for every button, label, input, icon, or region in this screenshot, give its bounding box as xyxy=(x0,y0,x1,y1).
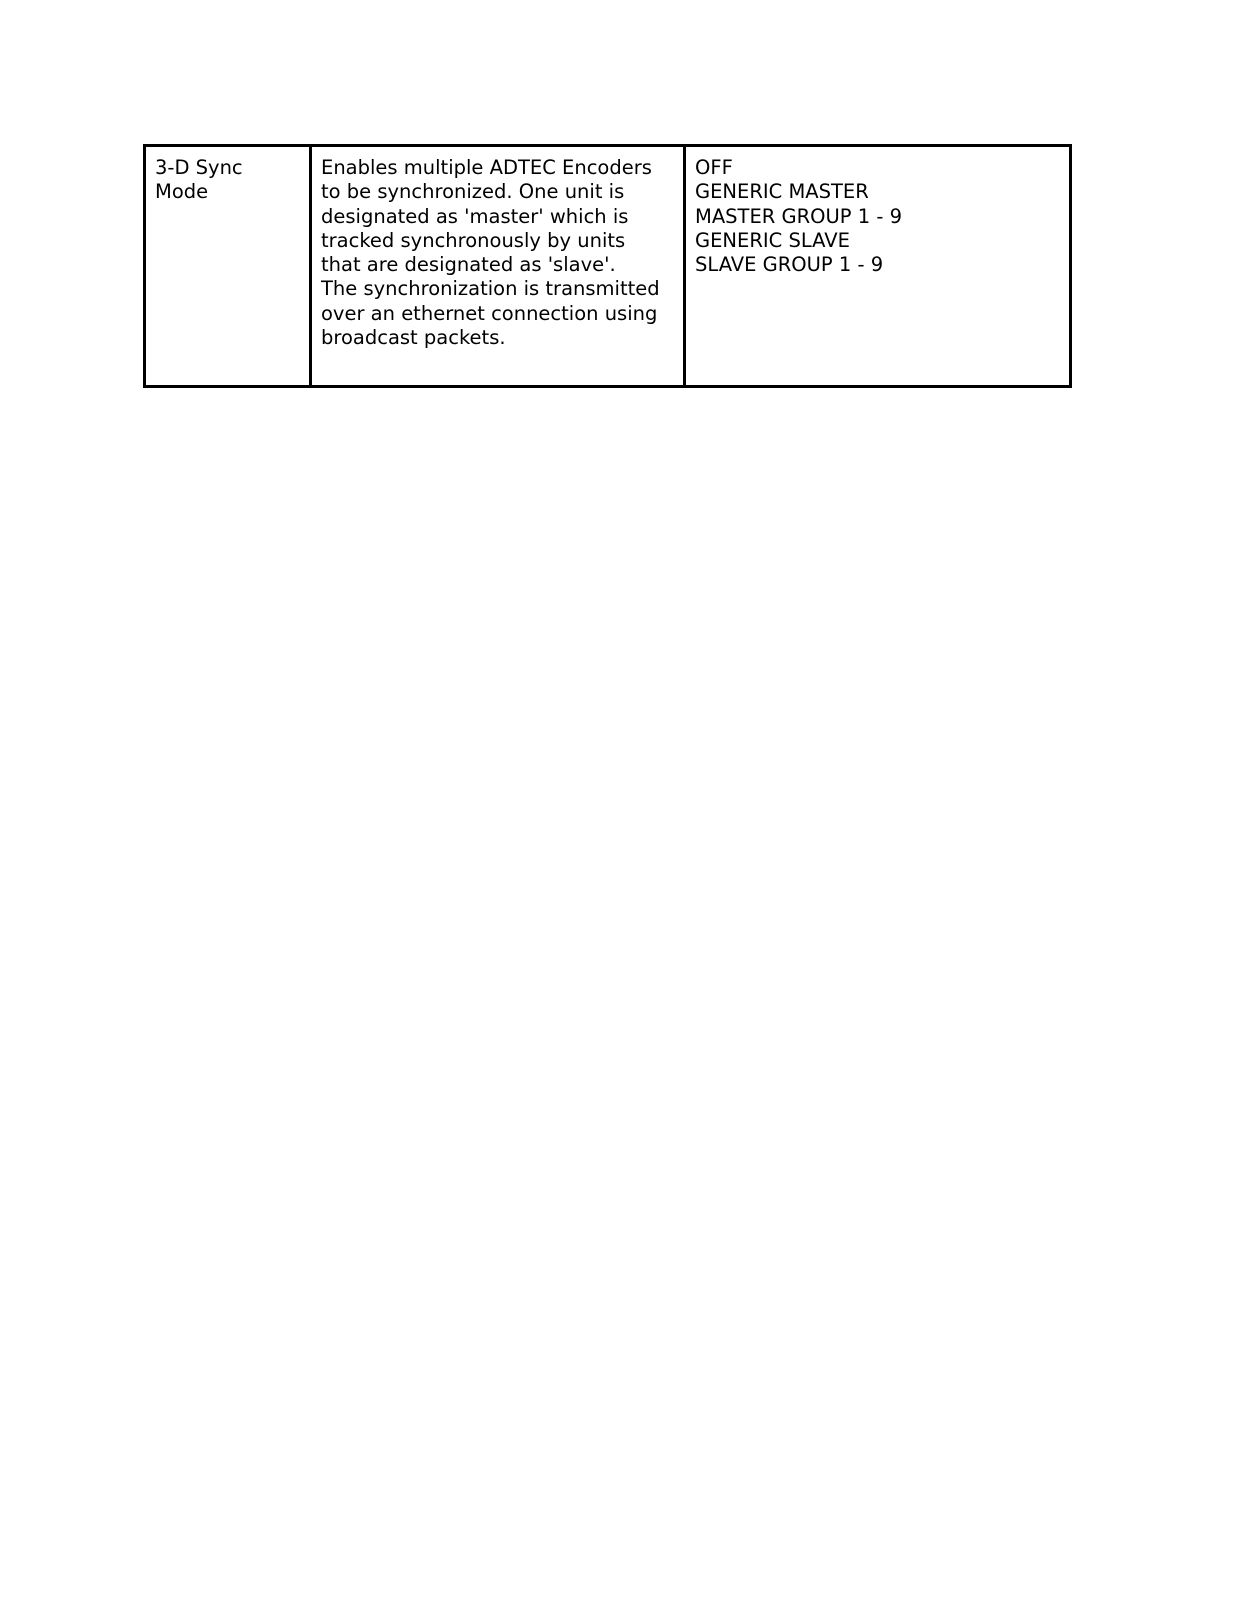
parameter-name-line: Mode xyxy=(155,180,209,204)
description-line: over an ethernet connection using xyxy=(321,301,658,325)
option-item: GENERIC SLAVE xyxy=(695,228,850,252)
description-cell xyxy=(311,146,685,387)
description-line: designated as 'master' which is xyxy=(321,204,629,228)
option-item: GENERIC MASTER xyxy=(695,180,869,204)
settings-table xyxy=(143,144,1072,388)
description-line: The synchronization is transmitted xyxy=(321,277,660,301)
parameter-cell xyxy=(145,146,311,387)
description-line: tracked synchronously by units xyxy=(321,228,626,252)
parameter-name-line: 3-D Sync xyxy=(155,156,243,179)
description-line: Enables multiple ADTEC Encoders xyxy=(321,156,652,179)
option-item: OFF xyxy=(695,156,733,179)
description-line: that are designated as 'slave'. xyxy=(321,253,616,277)
option-item: SLAVE GROUP 1 - 9 xyxy=(695,253,884,277)
description-line: broadcast packets. xyxy=(321,326,506,350)
description-line: to be synchronized. One unit is xyxy=(321,180,625,204)
table-row xyxy=(145,146,1071,387)
options-cell xyxy=(685,146,1071,387)
option-item: MASTER GROUP 1 - 9 xyxy=(695,204,903,228)
